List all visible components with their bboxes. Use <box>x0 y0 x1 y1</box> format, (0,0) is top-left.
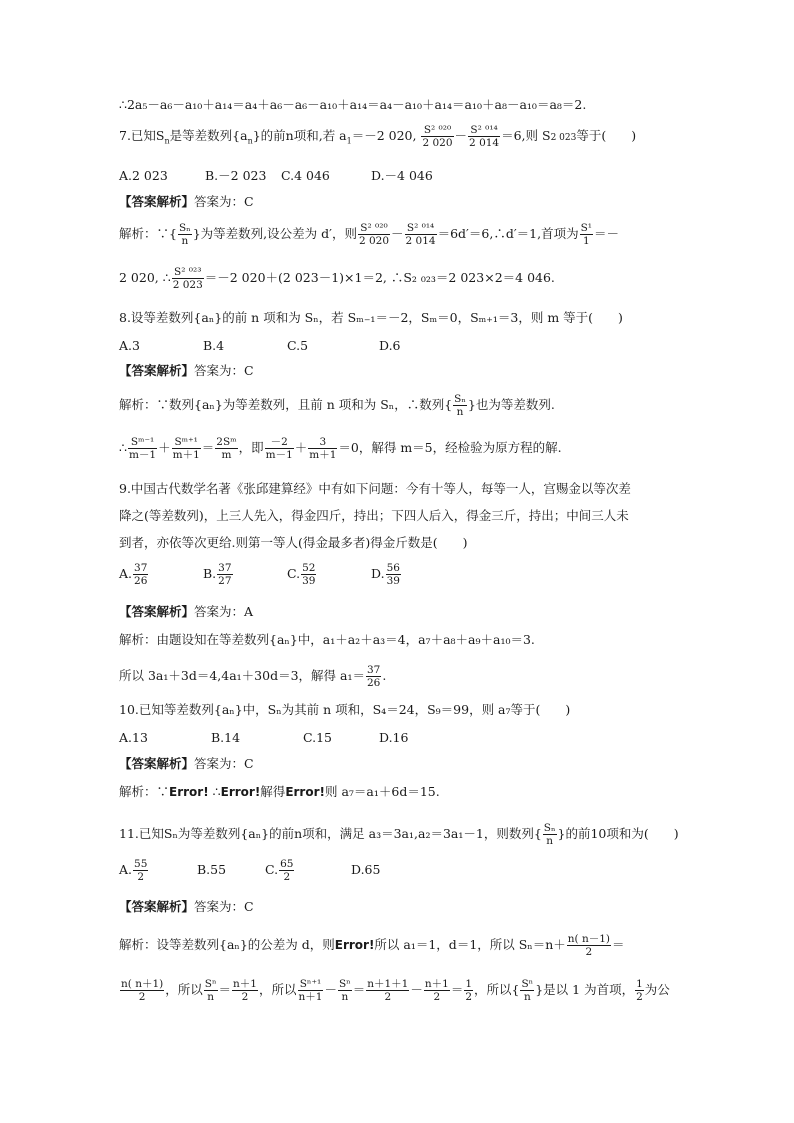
fraction: $\frac{\text{Sⁿ}}{n}$ <box>338 978 351 1003</box>
fraction: $\frac{65}{2}$ <box>280 858 294 883</box>
answer-label: 【答案解析】 <box>119 194 195 209</box>
question-7-options <box>119 168 433 184</box>
option-a: A. $\frac{37}{26}$ <box>119 562 148 587</box>
answer-line <box>119 604 253 620</box>
answer-text: 答案为：C <box>194 363 254 378</box>
option-b: B.14 <box>211 730 241 745</box>
question-8-stem: 8.设等差数列{aₙ}的前 n 项和为 Sₙ，若 Sₘ₋₁＝－2，Sₘ＝0，Sₘ₊₁＝3，则 m 等于( ) <box>119 310 623 325</box>
option-d: D.65 <box>351 862 381 877</box>
text: ∴2a₅－a₆－a₁₀＋a₁₄＝a₄＋a₆－a₆－a₁₀＋a₁₄＝a₄－a₁₀＋a₁₄＝a₁₀＋a₈－a₁₀＝a₈＝2. <box>119 97 587 112</box>
explanation-line: ∴ $\frac{\text{Sᵐ⁻¹}}{m-1}$ ＋ $\frac{\text{Sᵐ⁺¹}}{m+1}$ ＝ $\frac{\text{2Sᵐ}}{m}$ ，即 $\frac{-2}{m-1}$ ＋ $\frac{3}{m+1}$ ＝0，解得 m＝5，经检验为原方程的解. <box>119 436 562 461</box>
fraction: $\frac{\text{Sₙ}}{n}$ <box>178 222 191 247</box>
question-9-stem: 9.中国古代数学名著《张邱建算经》中有如下问题：今有十等人，每等一人，宫赐金以等次差 <box>119 481 631 496</box>
option-c: C. $\frac{65}{2}$ <box>265 858 294 883</box>
fraction: $\frac{\text{S² ⁰¹⁴}}{2 014}$ <box>469 124 500 149</box>
explanation-line: 解析：由题设知在等差数列{aₙ}中，a₁＋a₂＋a₃＝4，a₇＋a₈＋a₉＋a₁₀＝3. <box>119 632 535 647</box>
question-9-stem: 到者，亦依等次更给.则第一等人(得金最多者)得金斤数是( ) <box>119 535 468 550</box>
fraction: $\frac{\text{S² ⁰²³}}{2 023}$ <box>172 266 203 291</box>
answer-text: 答案为：A <box>194 604 254 619</box>
fraction: $\frac{-2}{m-1}$ <box>265 436 293 461</box>
answer-line <box>119 194 254 210</box>
answer-line <box>119 363 254 379</box>
explanation-line: 解析：∵{ $\frac{\text{Sₙ}}{n}$ }为等差数列,设公差为 d′，则 $\frac{\text{S² ⁰²⁰}}{2 020}$ － $\frac{\text{S² ⁰¹⁴}}{2 014}$ ＝6d′＝6,∴d′＝1,首项为 $\frac{\text{S¹}}{1}$ ＝－ <box>119 222 620 247</box>
fraction: $\frac{\text{Sᵐ⁻¹}}{m-1}$ <box>128 436 157 461</box>
fraction: $\frac{\text{S² ⁰¹⁴}}{2 014}$ <box>405 222 436 247</box>
fraction: $\frac{55}{2}$ <box>134 858 148 883</box>
option-a: A.3 <box>119 338 140 353</box>
fraction: $\frac{1}{2}$ <box>636 978 643 1003</box>
answer-label: 【答案解析】 <box>119 899 195 914</box>
question-8-options <box>119 338 401 354</box>
option-d: D.16 <box>379 730 409 745</box>
answer-line <box>119 899 254 915</box>
fraction: $\frac{\text{S² ⁰²⁰}}{2 020}$ <box>358 222 390 247</box>
fraction: $\frac{\text{Sₙ}}{n}$ <box>454 393 466 418</box>
fraction: $\frac{\text{Sⁿ}}{n}$ <box>204 978 217 1003</box>
option-d: D.6 <box>379 338 401 353</box>
option-a: A.2 023 <box>119 168 168 183</box>
answer-text: 答案为：C <box>194 899 254 914</box>
fraction: $\frac{3}{m+1}$ <box>309 436 337 461</box>
fraction: $\frac{n+1}{2}$ <box>424 978 449 1003</box>
fraction: $\frac{1}{2}$ <box>465 978 473 1003</box>
fraction: $\frac{\text{S² ⁰²⁰}}{2 020}$ <box>422 124 453 149</box>
question-10-stem: 10.已知等差数列{aₙ}中，Sₙ为其前 n 项和，S₄＝24，S₉＝99，则 a₇等于( ) <box>119 702 571 717</box>
answer-label: 【答案解析】 <box>119 363 195 378</box>
option-b: B.－2 023 <box>205 168 267 183</box>
explanation-line: $\frac{n( n+1)}{2}$ ，所以 $\frac{\text{Sⁿ}}{n}$ ＝ $\frac{n+1}{2}$ ，所以 $\frac{\text{Sⁿ⁺¹}}{n+1}$ － $\frac{\text{Sⁿ}}{n}$ ＝ $\frac{n+1+1}{2}$ － $\frac{n+1}{2}$ ＝ $\frac{1}{2}$ ，所以{ $\frac{\text{Sⁿ}}{n}$ }是以 1 为首项， $\frac{1}{2}$ 为公 <box>121 978 670 1003</box>
option-a: A. $\frac{55}{2}$ <box>119 858 148 883</box>
option-b: B.4 <box>203 338 225 353</box>
fraction: $\frac{\text{S¹}}{1}$ <box>580 222 592 247</box>
option-a: A.13 <box>119 730 148 745</box>
option-c: C.5 <box>287 338 309 353</box>
answer-label: 【答案解析】 <box>119 604 195 619</box>
fraction: $\frac{\text{Sⁿ⁺¹}}{n+1}$ <box>298 978 323 1003</box>
option-c: C. $\frac{52}{39}$ <box>287 562 316 587</box>
fraction: $\frac{n+1+1}{2}$ <box>367 978 409 1003</box>
fraction: $\frac{\text{2Sᵐ}}{m}$ <box>216 436 237 461</box>
answer-text: 答案为：C <box>194 756 254 771</box>
fraction: $\frac{56}{39}$ <box>386 562 400 587</box>
question-11-stem: 11.已知Sₙ为等差数列{aₙ}的前n项和，满足 a₃＝3a₁,a₂＝3a₁－1，则数列{ $\frac{\text{Sₙ}}{n}$ }的前10项和为( ) <box>119 822 679 847</box>
fraction: $\frac{37}{26}$ <box>134 562 148 587</box>
answer-text: 答案为：C <box>194 194 254 209</box>
fraction: $\frac{\text{Sⁿ}}{n}$ <box>521 978 534 1003</box>
explanation-line: 所以 3a₁＋3d＝4,4a₁＋30d＝3，解得 a₁＝ $\frac{37}{26}$ . <box>119 664 387 689</box>
answer-line <box>119 756 254 772</box>
fraction: $\frac{37}{27}$ <box>218 562 232 587</box>
option-c: C.15 <box>303 730 332 745</box>
question-9-stem: 降之(等差数列)，上三人先入，得金四斤，持出；下四人后入，得金三斤，持出；中间三人未 <box>119 508 629 523</box>
explanation-line: 解析：∵Error! ∴Error!解得Error!则 a₇＝a₁＋6d＝15. <box>119 784 440 799</box>
explanation-line: 解析：设等差数列{aₙ}的公差为 d，则Error!所以 a₁＝1，d＝1，所以 Sₙ＝n＋ $\frac{n( n-1)}{2}$ ＝ <box>119 933 625 958</box>
question-11-options <box>119 858 380 883</box>
fraction: $\frac{n( n+1)}{2}$ <box>121 978 164 1003</box>
explanation-line: 解析：∵数列{aₙ}为等差数列，且前 n 项和为 Sₙ，∴数列{ $\frac{\text{Sₙ}}{n}$ }也为等差数列. <box>119 393 555 418</box>
fraction: $\frac{n( n-1)}{2}$ <box>567 933 611 958</box>
explanation-line: 2 020, ∴ $\frac{\text{S² ⁰²³}}{2 023}$ ＝－2 020＋(2 023－1)×1＝2, ∴S₂ ₀₂₃＝2 023×2＝4 046. <box>119 266 555 291</box>
fraction: $\frac{n+1}{2}$ <box>233 978 257 1003</box>
fraction: $\frac{\text{Sₙ}}{n}$ <box>543 822 556 847</box>
option-b: B. $\frac{37}{27}$ <box>203 562 232 587</box>
fraction: $\frac{37}{26}$ <box>366 664 381 689</box>
solution-line <box>119 97 586 113</box>
option-b: B.55 <box>197 862 227 877</box>
fraction: $\frac{\text{Sᵐ⁺¹}}{m+1}$ <box>172 436 200 461</box>
fraction: $\frac{52}{39}$ <box>302 562 316 587</box>
option-c: C.4 046 <box>281 168 330 183</box>
answer-label: 【答案解析】 <box>119 756 195 771</box>
question-7-stem: 7.已知$S_n$是等差数列$\{a_n\}$的前n项和,若 $a_1=-2$ 020, $\frac{\text{S² ⁰²⁰}}{2 020}$ － $\frac{\text{S² ⁰¹⁴}}{2 014}$ ＝6,则 S2 023等于( ) <box>119 124 637 149</box>
option-d: D. $\frac{56}{39}$ <box>371 562 400 587</box>
question-9-options <box>119 562 402 587</box>
option-d: D.－4 046 <box>371 168 433 183</box>
question-10-options <box>119 730 408 746</box>
